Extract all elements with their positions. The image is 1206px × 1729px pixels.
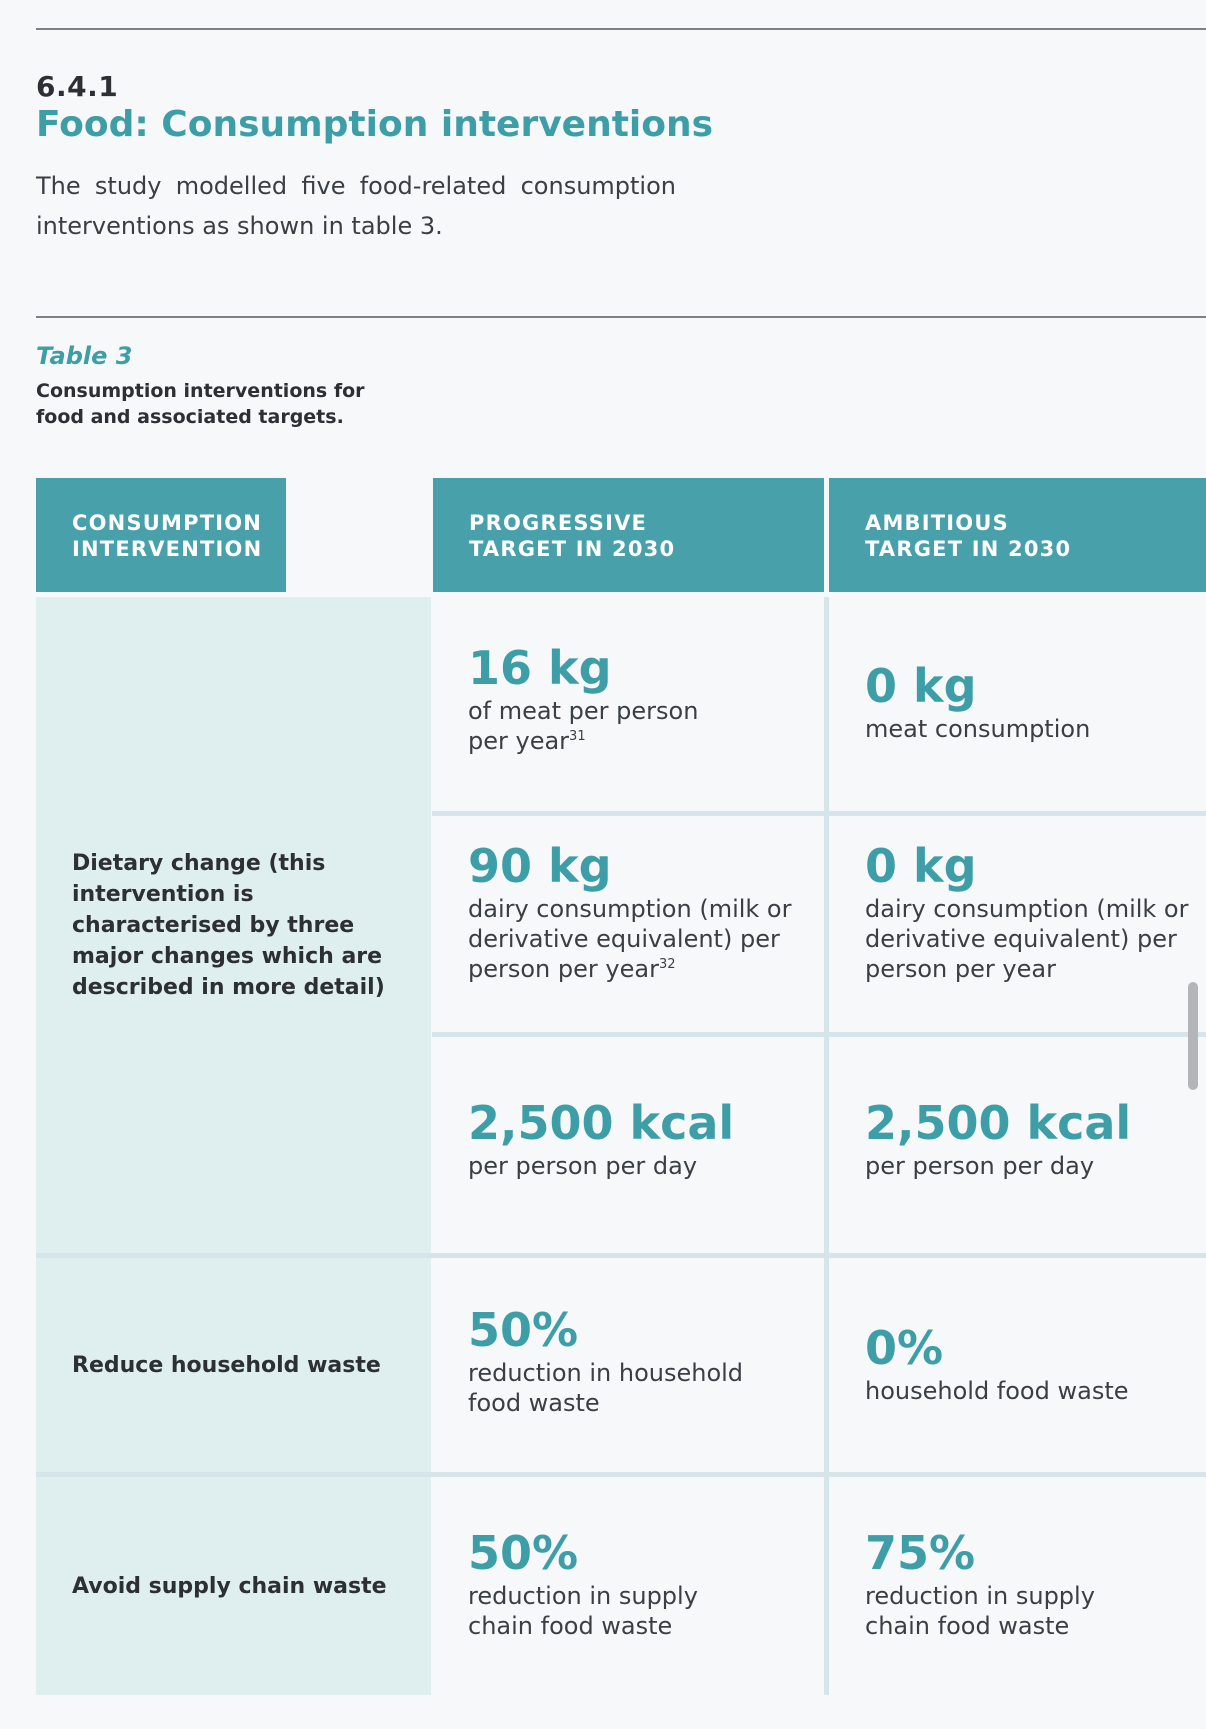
header-ambitious-label: AMBITIOUS TARGET IN 2030 [865, 511, 1072, 561]
progressive-meat-cell [432, 597, 824, 811]
value: 2,500 kcal [865, 1096, 1132, 1150]
intervention-household-waste [36, 1258, 431, 1472]
value: 16 kg [468, 641, 612, 695]
header-progressive-label: PROGRESSIVE TARGET IN 2030 [469, 511, 676, 561]
header-ambitious-target [829, 478, 1206, 592]
description: reduction in supply chain food waste [865, 1582, 1095, 1640]
section-number: 6.4.1 [36, 70, 119, 103]
table-label: Table 3 [36, 342, 133, 370]
row-divider [432, 811, 1206, 816]
progressive-household-waste-cell [432, 1258, 824, 1472]
value: 0 kg [865, 839, 977, 893]
description: per person per day [865, 1152, 1095, 1180]
intro-paragraph: The study modelled five food-related consumption interventions as shown in table 3. [36, 172, 676, 240]
intervention-label: Avoid supply chain waste [72, 1573, 387, 1599]
progressive-kcal-cell [432, 1037, 824, 1253]
value: 0 kg [865, 659, 977, 713]
top-divider [36, 28, 1206, 30]
footnote-ref: 32 [658, 957, 676, 972]
section-title: Food: Consumption interventions [36, 104, 714, 145]
intervention-label: Reduce household waste [72, 1352, 381, 1378]
ambitious-kcal-cell [829, 1037, 1206, 1253]
description: household food waste [865, 1377, 1129, 1405]
progressive-dairy-cell [432, 816, 824, 1032]
table-caption: Consumption interventions for food and associated targets. [36, 380, 365, 428]
description: meat consumption [865, 715, 1091, 743]
intervention-label: Dietary change (this intervention is characterised by three major changes which are described in more detail) [72, 850, 385, 1000]
value: 2,500 kcal [468, 1096, 735, 1150]
intervention-dietary-change [36, 597, 431, 1253]
ambitious-dairy-cell [829, 816, 1206, 1032]
value: 90 kg [468, 839, 612, 893]
intervention-supply-chain-waste [36, 1477, 431, 1695]
description: dairy consumption (milk or derivative equivalent) per person per year$^{32}$ [468, 895, 792, 983]
value: 50% [468, 1526, 579, 1580]
scrollbar-thumb[interactable] [1188, 982, 1198, 1090]
description: dairy consumption (milk or derivative equivalent) per person per year [865, 895, 1189, 983]
description: reduction in supply chain food waste [468, 1582, 698, 1640]
header-consumption-intervention: CONSUMPTION INTERVENTION [36, 478, 286, 592]
value: 50% [468, 1303, 579, 1357]
header-progressive-target [433, 478, 824, 592]
value: 75% [865, 1526, 976, 1580]
ambitious-meat-cell [829, 597, 1206, 811]
description: per person per day [468, 1152, 698, 1180]
value: 0% [865, 1321, 944, 1375]
row-divider [36, 1472, 1206, 1477]
ambitious-supply-chain-cell [829, 1477, 1206, 1695]
row-divider [36, 1253, 1206, 1258]
row-divider [432, 1032, 1206, 1037]
column-divider [824, 597, 829, 1695]
ambitious-household-waste-cell [829, 1258, 1206, 1472]
table-divider [36, 316, 1206, 318]
description: reduction in household food waste [468, 1359, 744, 1417]
progressive-supply-chain-cell [432, 1477, 824, 1695]
footnote-ref: 31 [569, 729, 586, 744]
description: of meat per person per year$^{31}$ [468, 697, 699, 755]
